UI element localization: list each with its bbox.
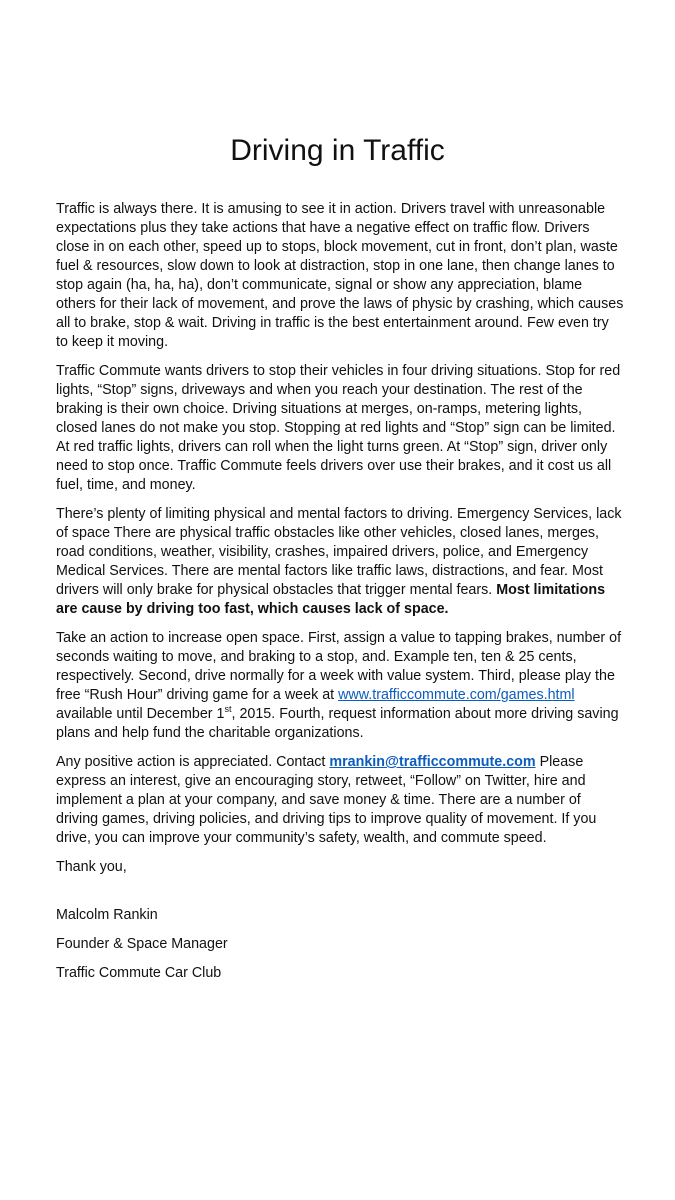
take-action-text-3: , 2015. Fourth, request information about more driving saving plans and help fund the charitable organizations. bbox=[56, 706, 619, 741]
signature-organization: Traffic Commute Car Club bbox=[56, 965, 222, 981]
take-action-text-1: Take an action to increase open space. First, assign a value to tapping brakes, number of seconds waiting to move, and braking to a stop, and. Example ten, ten & 25 cents, respectively. Second, drive normally for a week with value system. Third, please play the free “Rush Hour” driving game for a week at bbox=[56, 630, 622, 703]
signature-name: Malcolm Rankin bbox=[56, 907, 158, 923]
games-link[interactable]: www.trafficcommute.com/games.html bbox=[338, 687, 575, 703]
contact-text-1: Any positive action is appreciated. Contact bbox=[56, 754, 330, 770]
closing-line: Thank you, bbox=[56, 859, 127, 875]
limiting-factors-text: There’s plenty of limiting physical and mental factors to driving. Emergency Services, lack of space There are physical traffic obstacles like other vehicles, closed lanes, merges, road conditions, weather, visibility, crashes, impaired drivers, police, and Emergency Medical Services. There are mental factors like traffic laws, distractions, and fear. Most drivers will only brake for physical obstacles that trigger mental fears. bbox=[56, 506, 622, 598]
paragraph-contact bbox=[56, 753, 624, 848]
page-title: Driving in Traffic bbox=[230, 134, 445, 167]
paragraph-traffic-observations: Traffic is always there. It is amusing to see it in action. Drivers travel with unreasonable expectations plus they take actions that have a negative effect on traffic flow. Drivers close in on each other, speed up to stops, block movement, cut in front, don’t plan, waste fuel & resources, slow down to look at distraction, stop in one lane, then change lanes to stop again (ha, ha, ha), don’t communicate, signal or show any appreciation, blame others for their lack of movement, and prove the laws of physic by crashing, which causes all to brake, stop & wait. Driving in traffic is the best entertainment around. Few even try to keep it moving. bbox=[56, 201, 624, 350]
paragraph-stop-situations: Traffic Commute wants drivers to stop their vehicles in four driving situations. Stop for red lights, “Stop” signs, driveways and when you reach your destination. The rest of the braking is their own choice. Driving situations at merges, on-ramps, metering lights, closed lanes do not make you stop. Stopping at red lights and “Stop” sign can be limited. At red traffic lights, drivers can roll when the light turns green. At “Stop” sign, driver only need to stop once. Traffic Commute feels drivers over use their brakes, and it cost us all fuel, time, and money. bbox=[56, 363, 621, 493]
take-action-text-2: available until December 1 bbox=[56, 706, 225, 722]
document-body bbox=[56, 200, 624, 993]
date-ordinal-suffix: st bbox=[224, 704, 232, 715]
contact-text-2: Please express an interest, give an encouraging story, retweet, “Follow” on Twitter, hire and implement a plan at your company, and save money & time. There are a number of driving games, driving policies, and driving tips to improve quality of movement. If you drive, you can improve your community’s safety, wealth, and commute speed. bbox=[56, 754, 597, 846]
contact-email-link[interactable]: mrankin@trafficcommute.com bbox=[329, 754, 536, 770]
limiting-factors-emphasis: Most limitations are cause by driving too fast, which causes lack of space. bbox=[56, 582, 606, 617]
paragraph-limiting-factors bbox=[56, 505, 624, 619]
paragraph-take-action bbox=[56, 629, 624, 743]
signature-role: Founder & Space Manager bbox=[56, 936, 228, 952]
